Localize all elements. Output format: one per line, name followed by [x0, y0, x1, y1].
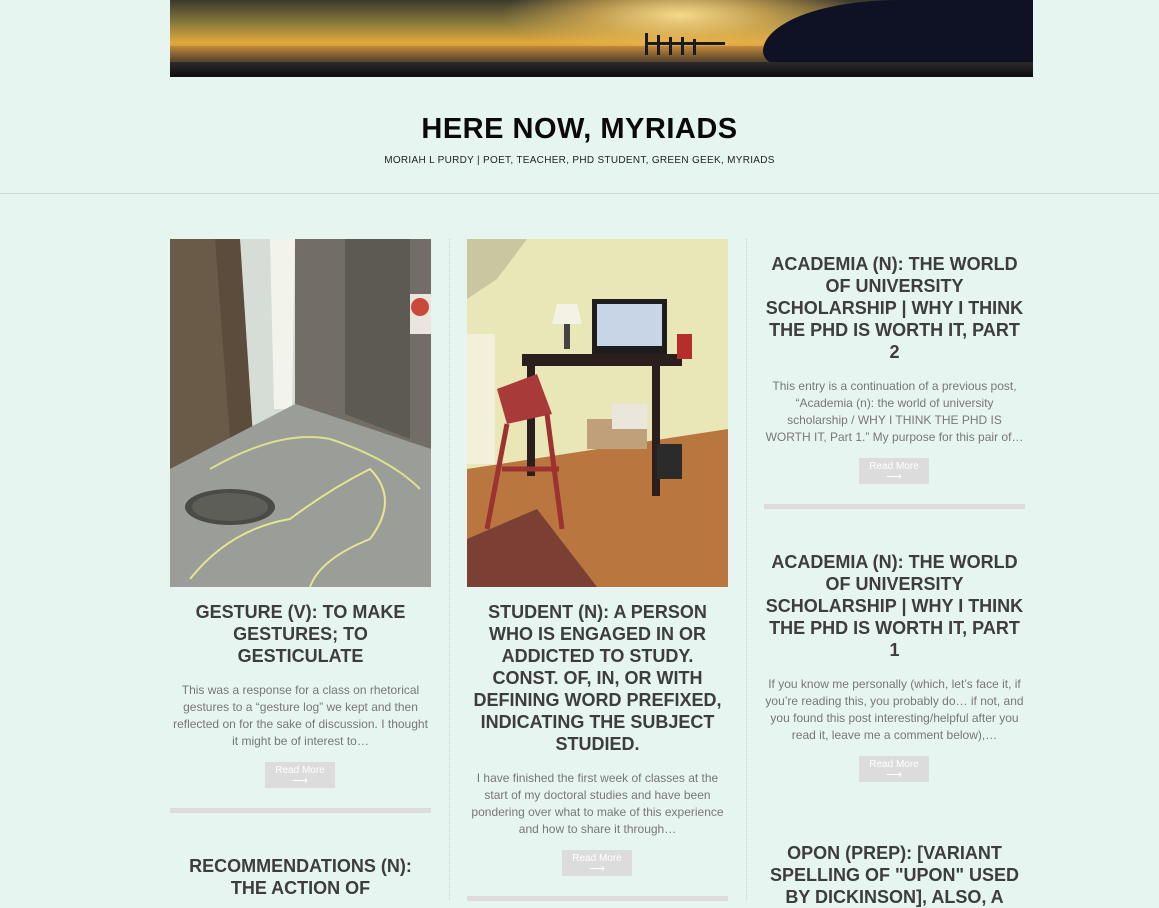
- read-more-label: Read More: [572, 852, 622, 864]
- post-excerpt: If you know me personally (which, let’s face it, if you’re reading this, you probably do… if not, and you found this post interesting/helpful after you read it, leave me a comment below),…: [765, 677, 1024, 742]
- post-title[interactable]: RECOMMENDATIONS (N): THE ACTION OF: [189, 856, 412, 898]
- post-separator: [467, 896, 728, 901]
- read-more-button[interactable]: [859, 756, 929, 782]
- read-more-button[interactable]: [562, 850, 632, 876]
- post-excerpt: This was a response for a class on rhetorical gestures to a “gesture log” we kept and then reflected on for the sake of discussion. I thought it might be of interest to…: [173, 683, 428, 748]
- post-separator: [764, 504, 1025, 509]
- arrow-right-icon: ⟶: [886, 470, 902, 483]
- header-divider: [0, 193, 1159, 194]
- post-thumbnail-alley[interactable]: [170, 239, 431, 587]
- arrow-right-icon: ⟶: [589, 862, 605, 875]
- post-title[interactable]: ACADEMIA (N): THE WORLD OF UNIVERSITY SCHOLARSHIP | WHY I THINK THE PHD IS WORTH IT, PART 1: [765, 552, 1024, 660]
- post-excerpt: This entry is a continuation of a previous post, “Academia (n): the world of university scholarship / WHY I THINK THE PHD IS WORTH IT, Part 1.” My purpose for this pair of…: [765, 379, 1024, 444]
- banner-pier: [645, 33, 745, 55]
- arrow-right-icon: ⟶: [886, 768, 902, 781]
- post-title[interactable]: ACADEMIA (N): THE WORLD OF UNIVERSITY SCHOLARSHIP | WHY I THINK THE PHD IS WORTH IT, PART 2: [765, 254, 1024, 362]
- post-separator: [170, 808, 431, 813]
- site-title[interactable]: HERE NOW, MYRIADS: [421, 113, 738, 145]
- post-title[interactable]: STUDENT (N): A PERSON WHO IS ENGAGED IN OR ADDICTED TO STUDY. CONST. OF, IN, OR WITH DEFINING WORD PREFIXED, INDICATING THE SUBJECT STUDIED.: [473, 602, 722, 754]
- post-title[interactable]: OPON (PREP): [VARIANT SPELLING OF "UPON" USED BY DICKINSON], ALSO, A: [769, 843, 1020, 907]
- column-divider: [746, 239, 747, 900]
- read-more-button[interactable]: [265, 762, 335, 788]
- post-title[interactable]: GESTURE (V): TO MAKE GESTURES; TO GESTICULATE: [195, 602, 406, 666]
- read-more-label: Read More: [869, 460, 919, 472]
- read-more-label: Read More: [869, 758, 919, 770]
- banner-shore: [170, 62, 1033, 77]
- arrow-right-icon: ⟶: [292, 774, 308, 787]
- column-divider: [449, 239, 450, 900]
- read-more-button[interactable]: [859, 458, 929, 484]
- post-thumbnail-desk[interactable]: [467, 239, 728, 587]
- desk-photo: [467, 239, 728, 587]
- read-more-label: Read More: [275, 764, 325, 776]
- header-banner-image: [170, 0, 1033, 77]
- site-tagline: MORIAH L PURDY | POET, TEACHER, PHD STUDENT, GREEN GEEK, MYRIADS: [384, 155, 775, 166]
- alley-photo: [170, 239, 431, 587]
- post-excerpt: I have finished the first week of classes at the start of my doctoral studies and have been pondering over what to make of this experience and how to share it through…: [471, 771, 724, 836]
